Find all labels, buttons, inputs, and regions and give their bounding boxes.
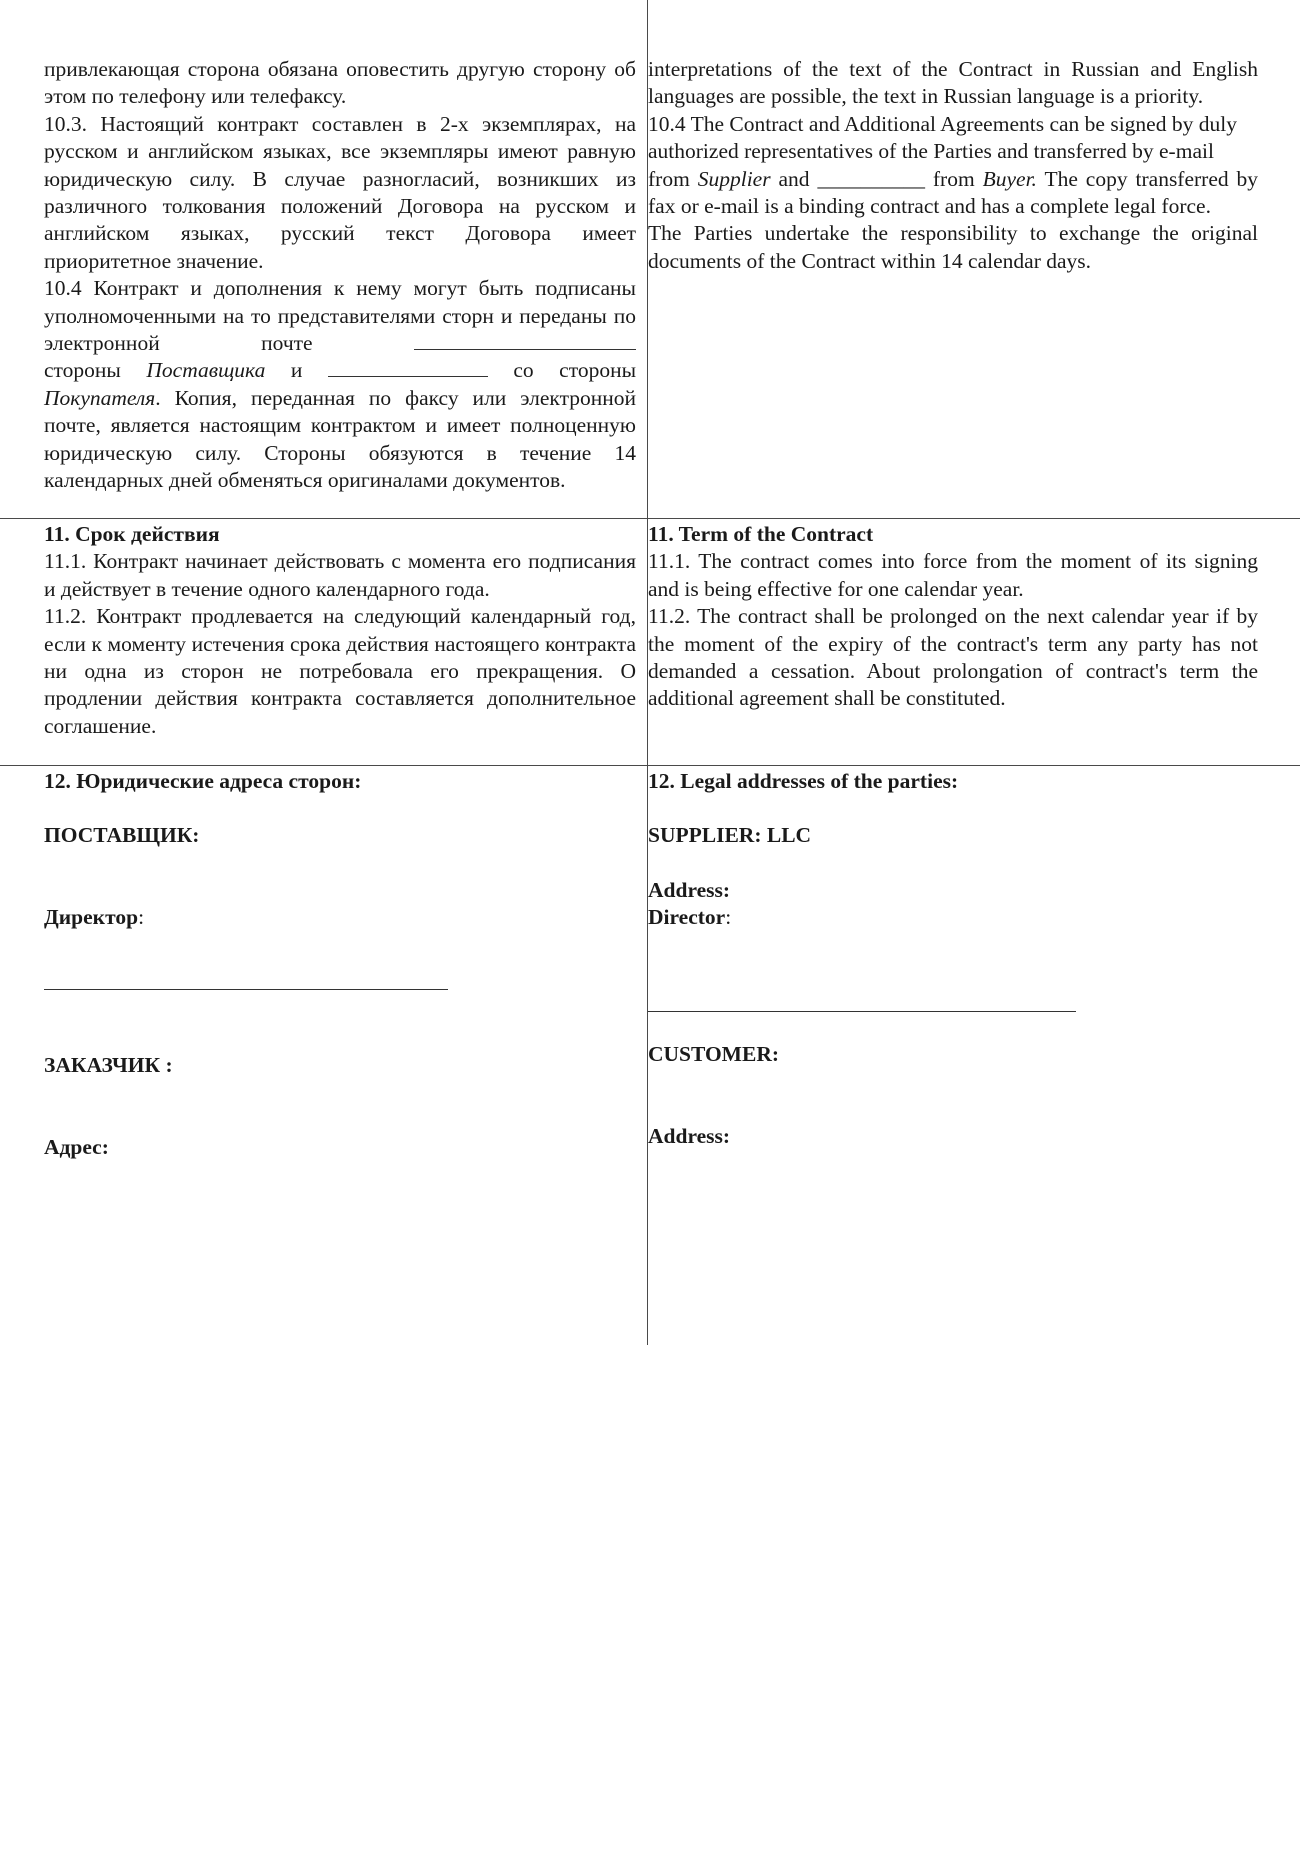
ru-10-4-text-d: . Копия, переданная по факсу или электронной почте, является настоящим контрактом и имеет полноценную юридическую силу. Стороны обязуются в течение 14 календарных дней обменяться оригиналами документов.: [44, 385, 636, 493]
en-11-2: 11.2. The contract shall be prolonged on the next calendar year if by the moment of the expiry of the contract's term any party has not demanded a cessation. About prolongation of contract's term the additional agreement shall be constituted.: [648, 604, 1258, 711]
ru-11-1: 11.1. Контракт начинает действовать с момента его подписания и действует в течение одного календарного года.: [44, 549, 636, 601]
en-section-10: [648, 56, 1258, 275]
en-director-line: [648, 904, 731, 931]
ru-10-4: [44, 275, 636, 357]
ru-director-line: [44, 904, 144, 931]
ru-10-4-line2: [44, 357, 636, 384]
en-director-colon: :: [725, 905, 732, 929]
en-10-4-from: from: [648, 166, 690, 191]
en-10-4-text-b: The copy transferred by fax or e-mail is a binding contract and has a complete legal force.: [648, 166, 1259, 219]
ru-section-10: [44, 56, 636, 495]
ru-11-2: 11.2. Контракт продлевается на следующий календарный год, если к моменту истечения срока действия настоящего контракта ни одна из сторон не потребовала его прекращения. О продлении действия контракта составляется дополнительное соглашение.: [44, 604, 636, 738]
ru-10-4-and: и: [290, 358, 303, 383]
ru-section-11: [44, 521, 636, 740]
en-10-4-and: and: [778, 166, 810, 191]
en-customer-label: CUSTOMER:: [648, 1042, 780, 1066]
ru-10-4-text-c: со стороны: [513, 358, 637, 383]
ru-10-4-text-b: стороны: [44, 358, 121, 383]
en-10-4-from2: from: [932, 166, 975, 191]
ru-email-blank-line: [414, 331, 636, 350]
en-10-4-blank: __________: [817, 166, 925, 191]
ru-supplier-label: ПОСТАВЩИК:: [44, 823, 200, 847]
ru-10-4-text-a: 10.4 Контракт и дополнения к нему могут быть подписаны уполномоченными на то представителями сторн и переданы по электронной почте: [44, 276, 636, 356]
ru-12-title: 12. Юридические адреса сторон:: [44, 769, 362, 793]
row-divider-2: [0, 765, 1300, 766]
en-10-4-buyer: Buyer.: [982, 166, 1037, 191]
row-divider-1: [0, 518, 1300, 519]
en-10-continuation: interpretations of the text of the Contract in Russian and English languages are possible, the text in Russian language is a priority.: [648, 57, 1258, 109]
en-10-4-supplier: Supplier: [697, 166, 771, 191]
en-section-11: [648, 521, 1258, 713]
ru-10-continuation: привлекающая сторона обязана оповестить другую сторону об этом по телефону или телефаксу.: [44, 57, 636, 109]
en-signature-line: [648, 1011, 1076, 1012]
en-director-label: Director: [648, 905, 726, 929]
ru-10-3: 10.3. Настоящий контракт составлен в 2-х экземплярах, на русском и английском языках, все экземпляры имеют равную юридическую силу. В случае разногласий, возникших из различного толкования положений Договора на русском и английском языках, русский текст Договора имеет приоритетное значение.: [44, 111, 636, 273]
en-supplier-label: SUPPLIER: LLC: [648, 823, 812, 847]
ru-customer-label: ЗАКАЗЧИК :: [44, 1053, 173, 1077]
ru-10-4-buyer: Покупателя: [44, 385, 156, 410]
ru-signature-line: [44, 989, 448, 990]
en-10-4: 10.4 The Contract and Additional Agreements can be signed by duly authorized representatives of the Parties and transferred by e-mail: [648, 111, 1237, 164]
ru-director-colon: :: [138, 905, 145, 929]
ru-blank-line-2: [328, 358, 488, 377]
ru-11-title: 11. Срок действия: [44, 522, 220, 546]
ru-address-label: Адрес:: [44, 1135, 109, 1159]
ru-10-4-supplier: Поставщика: [146, 358, 266, 383]
en-11-1: 11.1. The contract comes into force from the moment of its signing and is being effective for one calendar year.: [648, 549, 1258, 601]
en-12-title: 12. Legal addresses of the parties:: [648, 769, 959, 793]
ru-10-4-line3: [44, 385, 636, 495]
en-11-title: 11. Term of the Contract: [648, 522, 874, 546]
ru-director-label: Директор: [44, 905, 139, 929]
en-10-4-line2: [648, 166, 1258, 221]
en-address-label-1: Address:: [648, 878, 731, 902]
en-10-4-parties: The Parties undertake the responsibility to exchange the original documents of the Contract within 14 calendar days.: [648, 221, 1258, 273]
en-address-label-2: Address:: [648, 1124, 731, 1148]
